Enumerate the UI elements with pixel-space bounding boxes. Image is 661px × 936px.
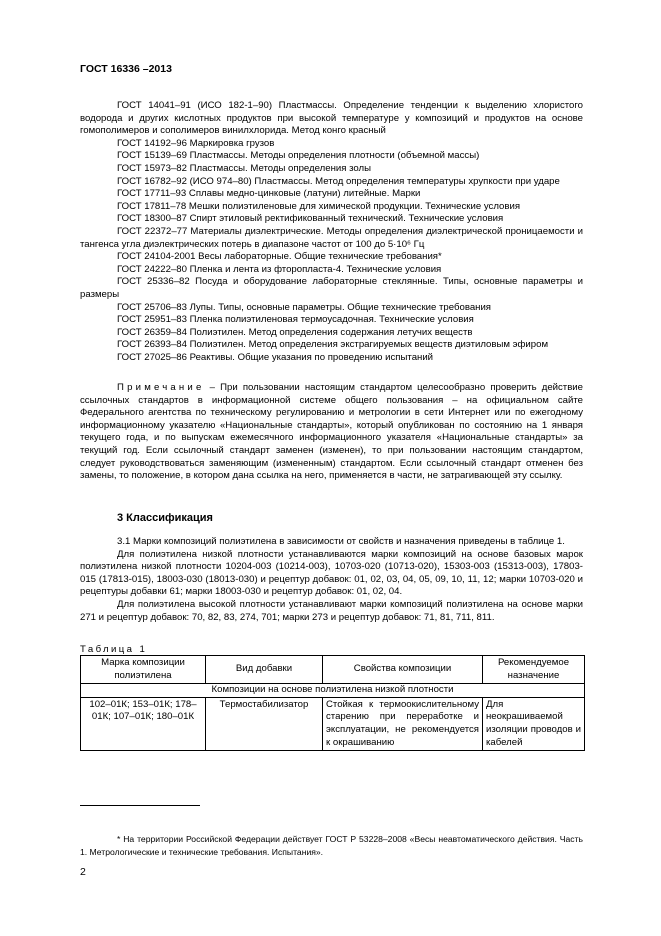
cell-properties: Стойкая к термоокислительному старению при переработке и эксплуатации, не рекомендуется к окрашиванию: [323, 697, 483, 750]
classification-section: [80, 536, 583, 624]
section-paragraph: 3.1 Марки композиций полиэтилена в зависимости от свойств и назначения приведены в таблице 1.: [117, 536, 565, 547]
reference-item: ГОСТ 16782–92 (ИСО 974–80) Пластмассы. Метод определения температуры хрупкости при ударе: [117, 175, 560, 187]
reference-item: ГОСТ 25336–82 Посуда и оборудование лабораторные стеклянные. Типы, основные параметры и размеры: [80, 276, 583, 300]
reference-item: ГОСТ 26393–84 Полиэтилен. Метод определения экстрагируемых веществ диэтиловым эфиром: [117, 339, 549, 351]
group-title: Композиции на основе полиэтилена низкой плотности: [81, 684, 585, 698]
reference-item: ГОСТ 22372–77 Материалы диэлектрические. Методы определения диэлектрической проницаемости и тангенса угла диэлектрических потерь в диапазоне частот от 100 до 5·10⁶ Гц: [80, 225, 583, 250]
page-number: 2: [80, 866, 86, 878]
reference-item: ГОСТ 15139–69 Пластмассы. Методы определения плотности (объемной массы): [117, 150, 480, 162]
references-note: [80, 382, 583, 483]
cell-additive: Термостабилизатор: [206, 697, 323, 750]
table-group-row: [81, 684, 585, 698]
reference-item: ГОСТ 26359–84 Полиэтилен. Метод определения содержания летучих веществ: [117, 326, 473, 338]
header-purpose: Рекомендуемое назначение: [483, 656, 585, 684]
reference-item: ГОСТ 25951–83 Пленка полиэтиленовая термоусадочная. Технические условия: [117, 314, 474, 326]
reference-item: ГОСТ 27025–86 Реактивы. Общие указания по проведению испытаний: [117, 351, 434, 363]
document-header: ГОСТ 16336 –2013: [80, 63, 172, 75]
reference-item: ГОСТ 24222–80 Пленка и лента из фторопласта-4. Технические условия: [117, 263, 442, 275]
normative-references: [80, 100, 583, 364]
section-paragraph: Для полиэтилена низкой плотности устанавливаются марки композиций на основе базовых марок полиэтилена низкой плотности 10204-003 (10214-003), 10703-020 (10713-020), 15303-003 (15313-003), 17803-015 (17813-015), 18003-030 (18013-030) и рецептур добавок: 01, 02, 03, 04, 05, 09, 10, 11, 12; марки 10703-020 и рецептуры добавки 61; марки 18003-030 и рецептур добавок: 01, 02, 04.: [80, 548, 583, 598]
table-label: Таблица 1: [80, 644, 148, 655]
footnote-divider: [80, 805, 200, 806]
section-paragraph: Для полиэтилена высокой плотности устанавливают марки композиций полиэтилена на основе марки 271 и рецептур добавок: 70, 82, 83, 274, 701; марки 273 и рецептур добавок: 71, 81, 711, 811.: [80, 598, 583, 623]
reference-item: ГОСТ 17811–78 Мешки полиэтиленовые для химической продукции. Технические условия: [117, 200, 521, 212]
section-title: 3 Классификация: [117, 512, 213, 524]
reference-item: ГОСТ 25706–83 Лупы. Типы, основные параметры. Общие технические требования: [117, 301, 492, 313]
note-label: Примечание: [117, 382, 205, 393]
table-row: [81, 697, 585, 750]
cell-marks: 102–01К; 153–01К; 178–01К; 107–01К; 180–01К: [81, 697, 206, 750]
cell-purpose: Для неокрашиваемой изоляции проводов и кабелей: [483, 697, 585, 750]
reference-item: ГОСТ 15973–82 Пластмассы. Методы определения золы: [117, 162, 372, 174]
note-text: – При пользовании настоящим стандартом целесообразно проверить действие ссылочных стандартов в информационной системе общего пользования – на официальном сайте Федерального агентства по техническому регулированию и метрологии в сети Интернет или по ежегодному информационному указателю «Национальные стандарты», который опубликован по состоянию на 1 января текущего года, и по выпускам ежемесячного информационного указателя «Национальные стандарты» за текущий год. Если ссылочный стандарт заменен (изменен), то при пользовании настоящим стандартом, следует руководствоваться заменяющим (измененным) стандартом. Если ссылочный стандарт отменен без замены, то положение, в котором дана ссылка на него, применяется в части, не затрагивающей эту ссылку.: [80, 382, 583, 482]
reference-item: ГОСТ 14041–91 (ИСО 182-1–90) Пластмассы. Определение тенденции к выделению хлористого водорода и других кислотных продуктов при высокой температуре у композиций и продуктов на основе гомополимеров и сополимеров винилхлорида. Метод конго красный: [80, 100, 583, 137]
header-properties: Свойства композиции: [323, 656, 483, 684]
reference-item: ГОСТ 24104-2001 Весы лабораторные. Общие технические требования*: [117, 251, 442, 263]
header-additive: Вид добавки: [206, 656, 323, 684]
footnote: * На территории Российской Федерации действует ГОСТ Р 53228–2008 «Весы неавтоматического действия. Часть 1. Метрологические и технические требования. Испытания».: [80, 834, 583, 857]
composition-table: [80, 655, 585, 751]
reference-item: ГОСТ 17711–93 Сплавы медно-цинковые (латуни) литейные. Марки: [117, 188, 421, 200]
header-mark: Марка композиции полиэтилена: [81, 656, 206, 684]
reference-item: ГОСТ 18300–87 Спирт этиловый ректификованный технический. Технические условия: [117, 213, 504, 225]
table-header-row: [81, 656, 585, 684]
reference-item: ГОСТ 14192–96 Маркировка грузов: [117, 137, 275, 149]
